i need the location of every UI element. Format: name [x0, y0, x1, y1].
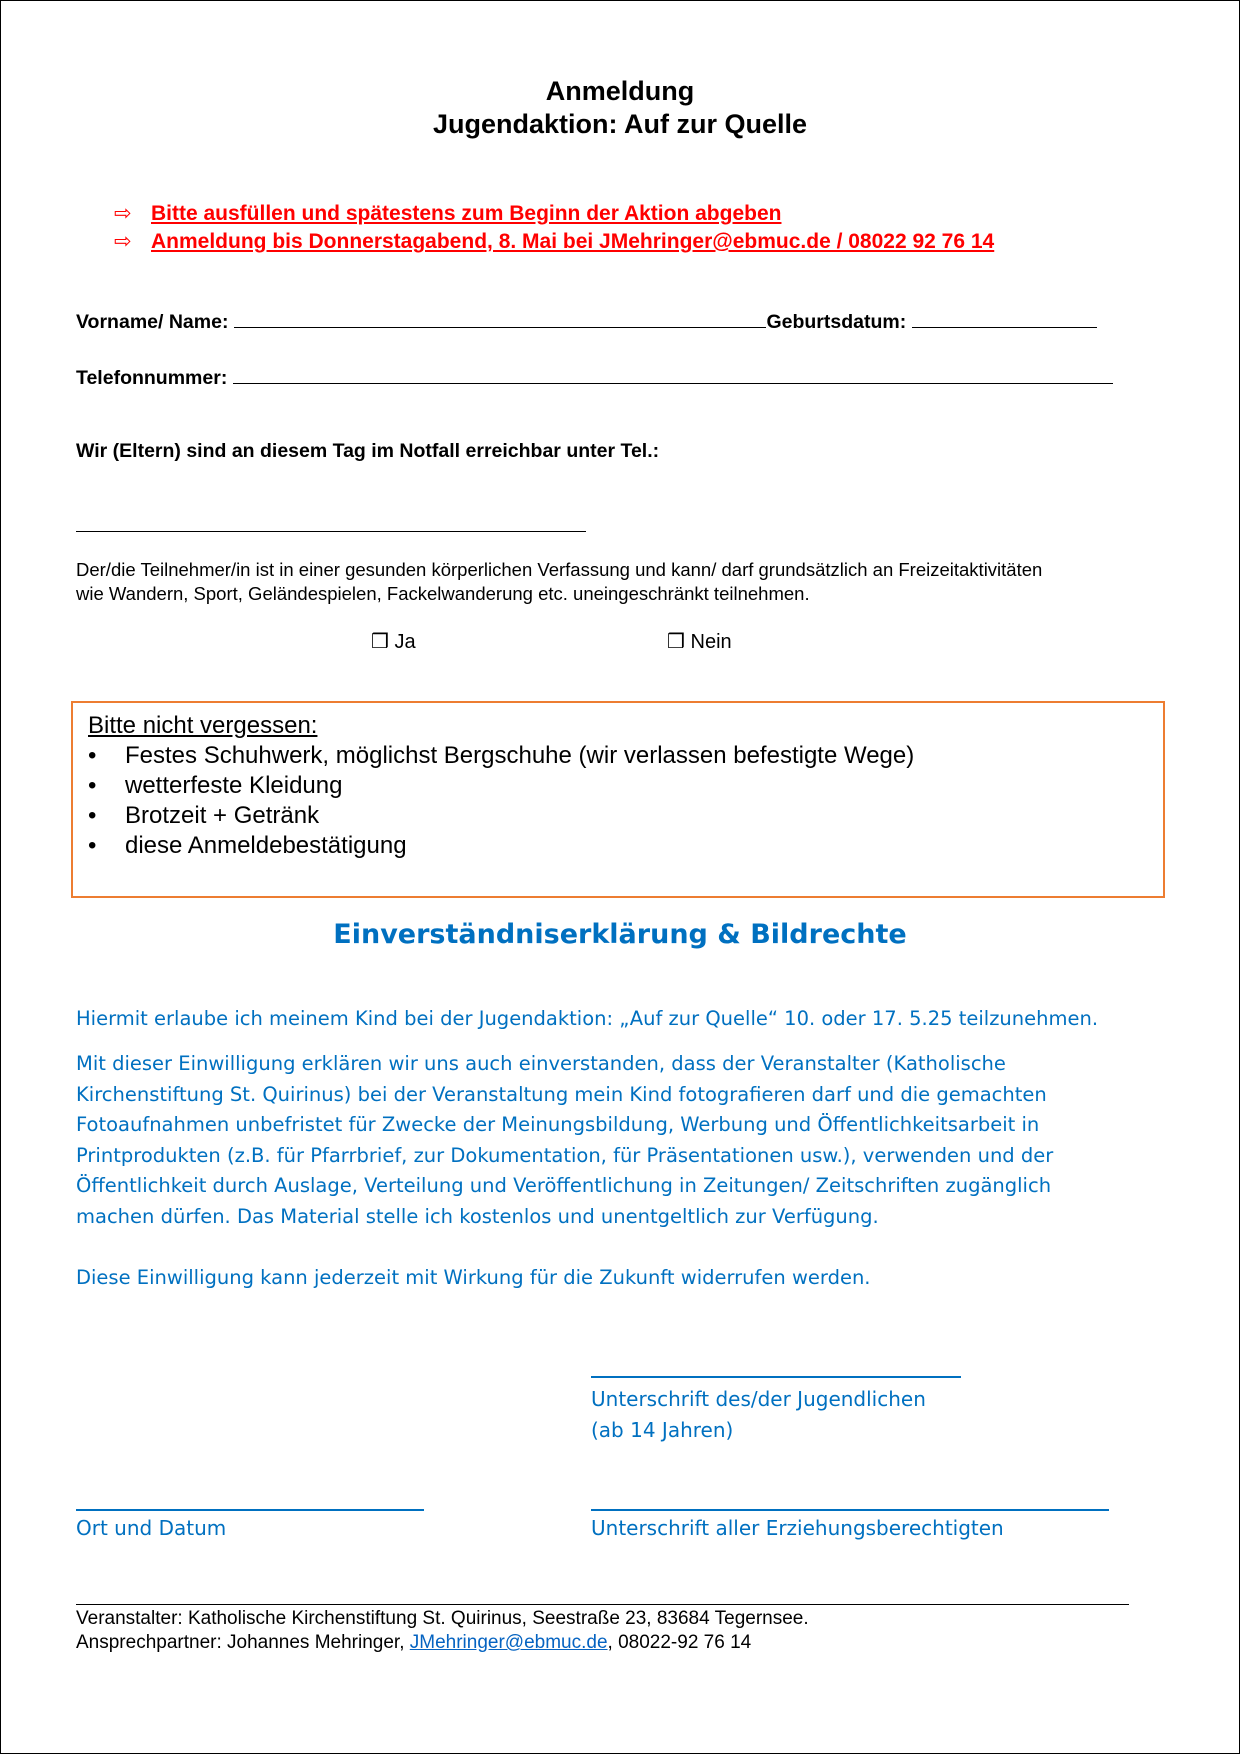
list-item: [88, 771, 914, 801]
youth-signature-line[interactable]: [591, 1376, 961, 1378]
notice-text: Bitte ausfüllen und spätestens zum Beginn der Aktion abgeben: [151, 202, 782, 225]
reminder-list: [88, 741, 914, 861]
arrow-right-icon: ⇨: [114, 202, 132, 225]
place-date-label: Ort und Datum: [76, 1516, 227, 1540]
bullet-icon: •: [88, 742, 97, 769]
bullet-icon: •: [88, 832, 97, 859]
contact-email-link[interactable]: JMehringer@ebmuc.de: [409, 1632, 608, 1653]
footer-divider: [76, 1604, 1129, 1605]
notice-deadline: [114, 229, 994, 254]
emergency-phone-field[interactable]: [76, 531, 586, 532]
checkbox-icon[interactable]: ❒: [371, 631, 389, 653]
consent-body-line: machen dürfen. Das Material stelle ich kostenlos und unentgeltlich zur Verfügung.: [76, 1204, 879, 1228]
page-subtitle: Jugendaktion: Auf zur Quelle: [432, 109, 808, 139]
yes-option[interactable]: [371, 629, 416, 654]
emergency-label: Wir (Eltern) sind an diesem Tag im Notfall erreichbar unter Tel.:: [76, 440, 660, 462]
bullet-icon: •: [88, 772, 97, 799]
footer-contact: [76, 1632, 751, 1654]
footer-organizer: Veranstalter: Katholische Kirchenstiftung St. Quirinus, Seestraße 23, 83684 Tegernsee.: [76, 1608, 809, 1629]
footer-contact-phone: , 08022-92 76 14: [607, 1632, 752, 1653]
place-date-line[interactable]: [76, 1509, 424, 1511]
no-option[interactable]: [667, 629, 732, 654]
footer-contact-prefix: Ansprechpartner: Johannes Mehringer,: [76, 1632, 405, 1653]
birthdate-label: Geburtsdatum:: [766, 311, 907, 333]
notice-submit: [114, 201, 781, 226]
name-row: [76, 311, 1097, 334]
consent-body-line: Öffentlichkeit durch Auslage, Verteilung und Veröffentlichung in Zeitungen/ Zeitschriften zugänglich: [76, 1174, 1052, 1197]
consent-heading: Einverständniserklärung & Bildrechte: [333, 919, 907, 950]
notice-text: Anmeldung bis Donnerstagabend, 8. Mai bei JMehringer@ebmuc.de / 08022 92 76 14: [151, 230, 995, 253]
checkbox-icon[interactable]: ❒: [667, 631, 685, 653]
consent-body: [76, 1049, 1053, 1232]
phone-field[interactable]: [233, 382, 1113, 384]
list-item-text: Brotzeit + Getränk: [125, 802, 320, 829]
consent-body-line: Fotoaufnahmen unbefristet für Zwecke der Meinungsbildung, Werbung und Öffentlichkeitsarbeit in: [76, 1113, 1040, 1136]
phone-label: Telefonnummer:: [76, 367, 228, 389]
youth-signature-label: [591, 1384, 926, 1446]
name-label: Vorname/ Name:: [76, 311, 229, 333]
consent-body-line: Kirchenstiftung St. Quirinus) bei der Veranstaltung mein Kind fotografieren darf und die gemachten: [76, 1082, 1047, 1106]
birthdate-field[interactable]: [912, 326, 1097, 328]
list-item: [88, 741, 914, 771]
consent-body-line: Printprodukten (z.B. für Pfarrbrief, zur Dokumentation, für Präsentationen usw.), verwenden und der: [76, 1143, 1054, 1167]
consent-body-line: Mit dieser Einwilligung erklären wir uns auch einverstanden, dass der Veranstalter (Katholische: [76, 1052, 1006, 1075]
health-statement-line1: Der/die Teilnehmer/in ist in einer gesunden körperlichen Verfassung und kann/ darf grundsätzlich an Freizeitaktivitäten: [76, 559, 1043, 580]
phone-row: [76, 367, 1113, 390]
consent-intro: Hiermit erlaube ich meinem Kind bei der Jugendaktion: „Auf zur Quelle“ 10. oder 17. 5.25 teilzunehmen.: [76, 1007, 1099, 1030]
youth-signature-label-line1: Unterschrift des/der Jugendlichen: [591, 1387, 926, 1411]
reminder-title: Bitte nicht vergessen:: [88, 712, 318, 739]
guardian-signature-label: Unterschrift aller Erziehungsberechtigten: [591, 1516, 1004, 1540]
list-item-text: Festes Schuhwerk, möglichst Bergschuhe (wir verlassen befestigte Wege): [125, 742, 915, 769]
list-item: [88, 801, 914, 831]
no-label: Nein: [690, 631, 732, 653]
consent-revoke: Diese Einwilligung kann jederzeit mit Wirkung für die Zukunft widerrufen werden.: [76, 1266, 871, 1289]
bullet-icon: •: [88, 802, 97, 829]
guardian-signature-line[interactable]: [591, 1509, 1109, 1511]
arrow-right-icon: ⇨: [114, 230, 132, 253]
health-statement-line2: wie Wandern, Sport, Geländespielen, Fackelwanderung etc. uneingeschränkt teilnehmen.: [76, 583, 810, 604]
page-title: Anmeldung: [545, 76, 695, 106]
youth-signature-label-line2: (ab 14 Jahren): [591, 1418, 734, 1442]
name-field[interactable]: [234, 326, 766, 328]
list-item: [88, 831, 914, 861]
list-item-text: wetterfeste Kleidung: [125, 772, 343, 799]
reminder-box: [71, 701, 1165, 898]
yes-label: Ja: [394, 631, 416, 653]
list-item-text: diese Anmeldebestätigung: [125, 832, 407, 859]
